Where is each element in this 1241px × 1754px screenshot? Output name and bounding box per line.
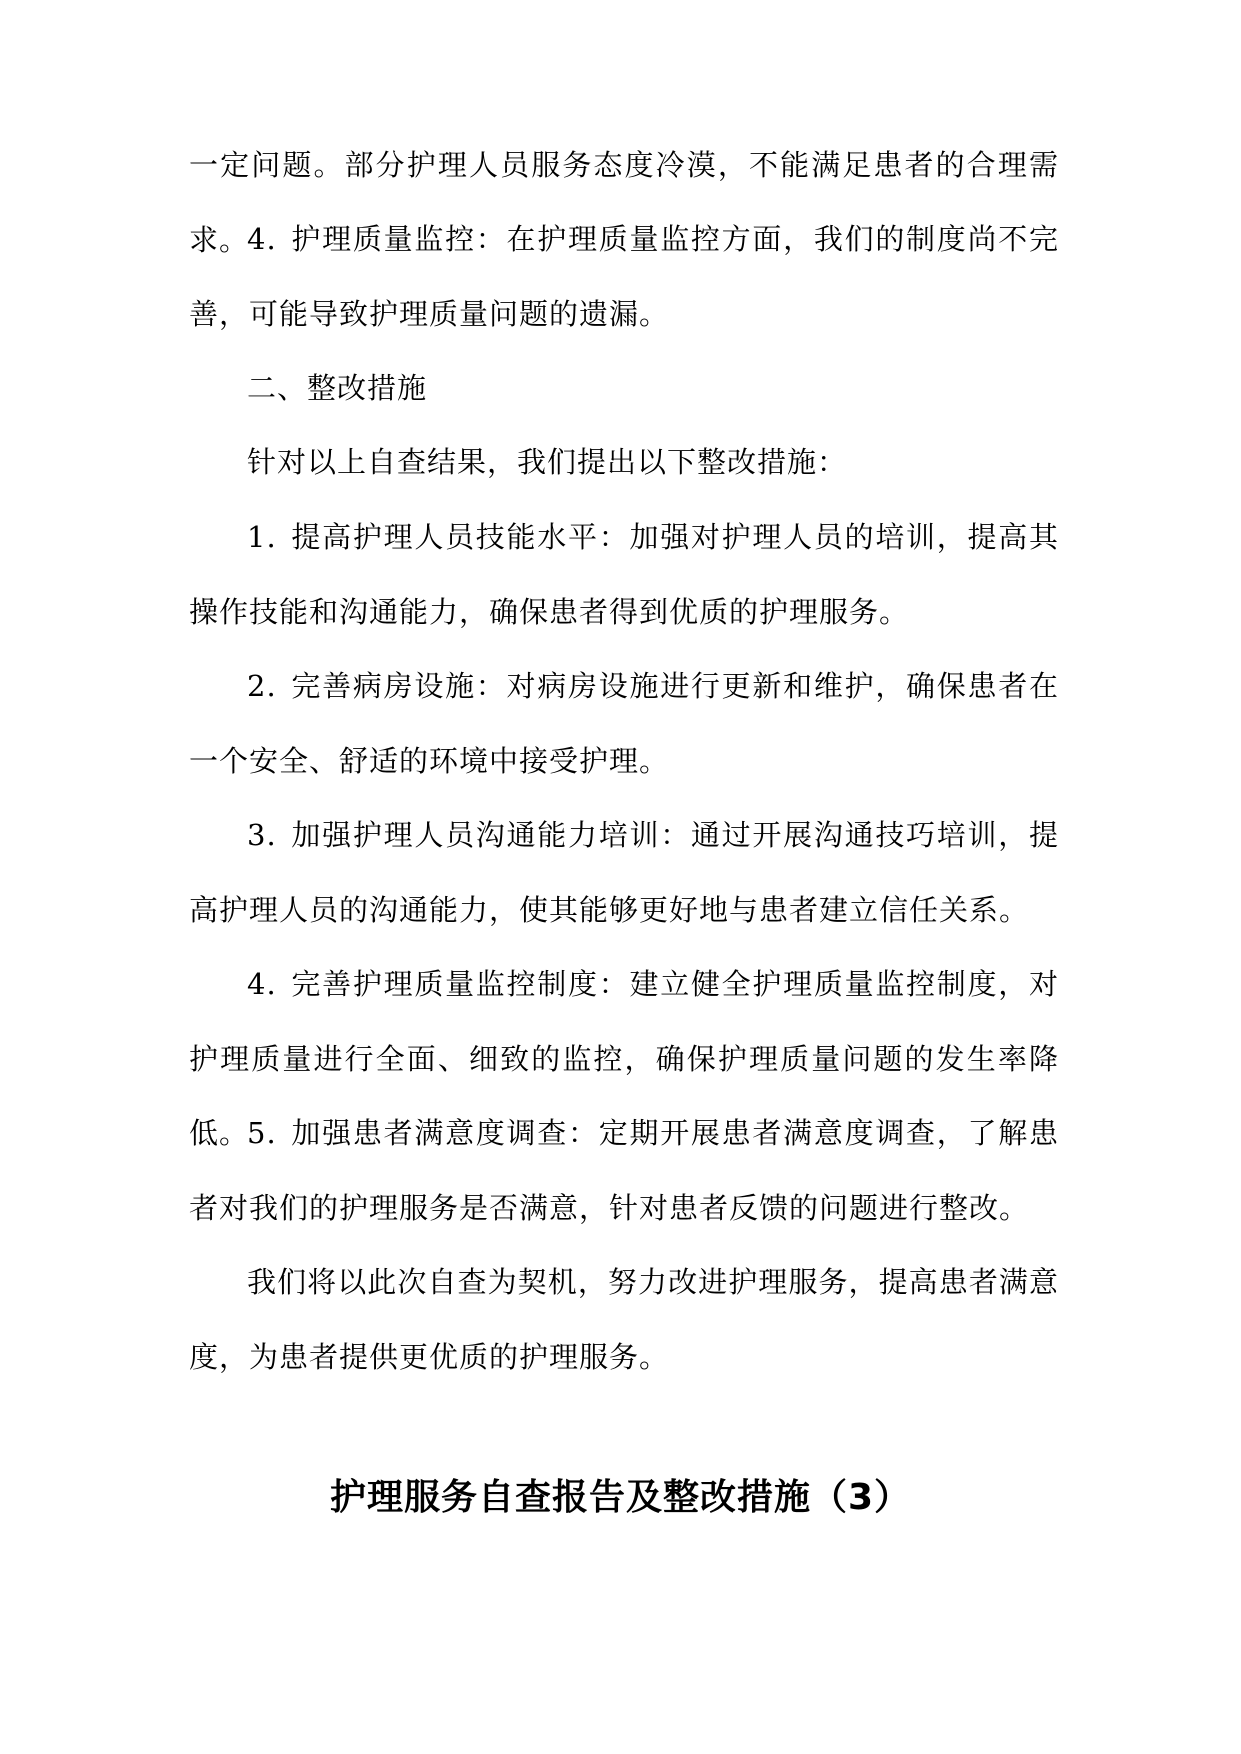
item-text: 加强护理人员沟通能力培训：通过开展沟通技巧培训，提高护理人员的沟通能力，使其能够更好地与患者建立信任关系。 [189, 818, 1059, 927]
measure-item-1 [189, 500, 1059, 649]
section-heading-text: 二、整改措施 [247, 371, 428, 405]
item-number: 1. [247, 520, 277, 554]
measure-item-3 [189, 798, 1059, 947]
paragraph-continuation-text: 一定问题。部分护理人员服务态度冷漠，不能满足患者的合理需求。 [189, 148, 1059, 257]
closing-text: 我们将以此次自查为契机，努力改进护理服务，提高患者满意度，为患者提供更优质的护理服务。 [189, 1265, 1059, 1374]
section-heading-rectification [189, 351, 1059, 426]
item-text: 完善护理质量监控制度：建立健全护理质量监控制度，对护理质量进行全面、细致的监控，确保护理质量问题的发生率降低。 [189, 967, 1059, 1150]
item-text: 完善病房设施：对病房设施进行更新和维护，确保患者在一个安全、舒适的环境中接受护理。 [189, 669, 1059, 778]
item-number: 2. [247, 669, 277, 703]
paragraph-closing [189, 1245, 1059, 1394]
item-text: 加强患者满意度调查：定期开展患者满意度调查，了解患者对我们的护理服务是否满意，针对患者反馈的问题进行整改。 [189, 1116, 1059, 1225]
intro-text: 针对以上自查结果，我们提出以下整改措施： [247, 445, 848, 479]
paragraph-item-4-quality-monitoring [189, 202, 1059, 351]
item-number: 4. [247, 967, 277, 1001]
measure-item-5 [189, 1096, 1059, 1245]
item-number: 4. [247, 222, 277, 256]
item-text: 护理质量监控：在护理质量监控方面，我们的制度尚不完善，可能导致护理质量问题的遗漏。 [189, 222, 1059, 331]
item-number: 3. [247, 818, 277, 852]
item-number: 5. [247, 1116, 277, 1150]
item-text: 提高护理人员技能水平：加强对护理人员的培训，提高其操作技能和沟通能力，确保患者得到优质的护理服务。 [189, 520, 1059, 629]
paragraph-intro [189, 425, 1059, 500]
measure-item-2 [189, 649, 1059, 798]
next-section-title: 护理服务自查报告及整改措施（3） [329, 1477, 912, 1518]
